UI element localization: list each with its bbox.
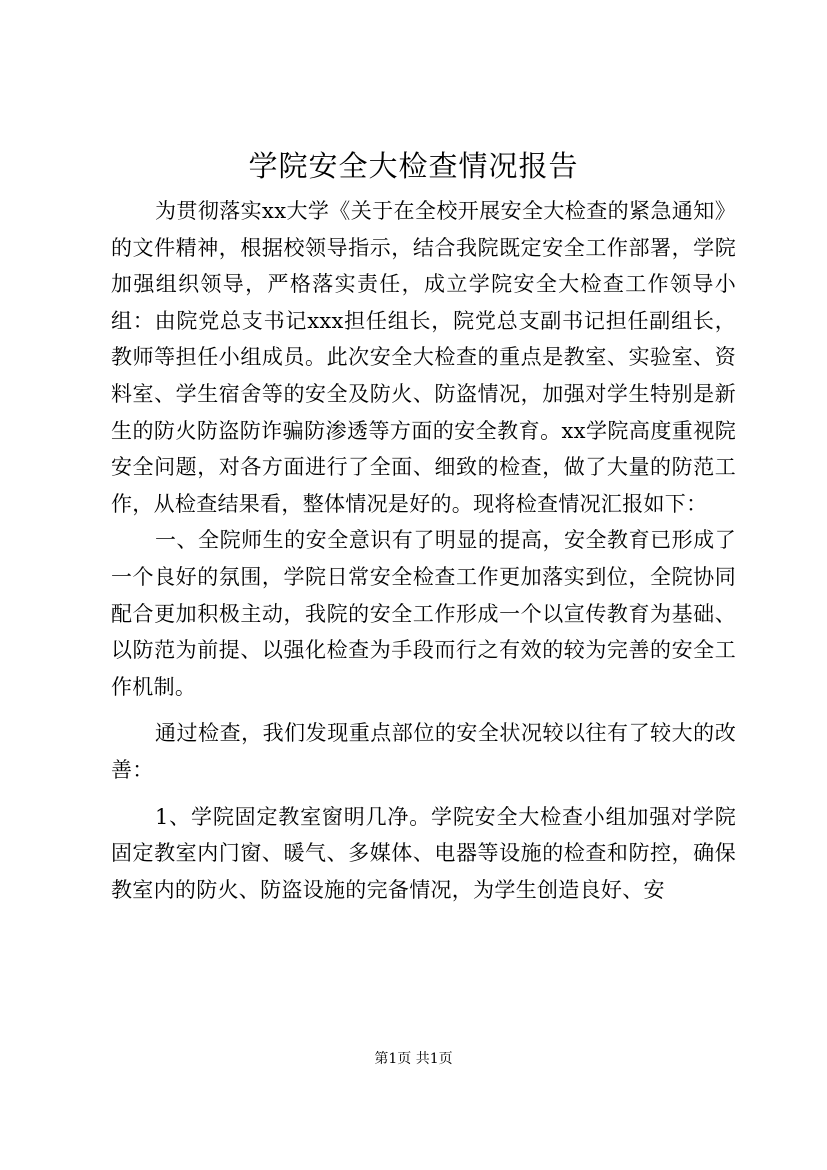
paragraph-intro: 为贯彻落实xx大学《关于在全校开展安全大检查的紧急通知》的文件精神，根据校领导指示，结合我院既定安全工作部署，学院加强组织领导，严格落实责任，成立学院安全大检查工作领导小组：由院党总支书记xxx担任组长，院党总支副书记担任副组长，教师等担任小组成员。此次安全大检查的重点是教室、实验室、资料室、学生宿舍等的安全及防火、防盗情况，加强对学生特别是新生的防火防盗防诈骗防渗透等方面的安全教育。xx学院高度重视院安全问题，对各方面进行了全面、细致的检查，做了大量的防范工作，从检查结果看，整体情况是好的。现将检查情况汇报如下： bbox=[111, 199, 736, 516]
document-title: 学院安全大检查情况报告 bbox=[248, 149, 579, 183]
paragraph-findings-intro: 通过检查，我们发现重点部位的安全状况较以往有了较大的改善： bbox=[111, 721, 736, 782]
document-body bbox=[111, 193, 736, 908]
paragraph-section-one: 一、全院师生的安全意识有了明显的提高，安全教育已形成了一个良好的氛围，学院日常安全检查工作更加落实到位，全院协同配合更加积极主动，我院的安全工作形成一个以宣传教育为基础、以防范为前提、以强化检查为手段而行之有效的较为完善的安全工作机制。 bbox=[111, 528, 736, 699]
page-footer: 第1页 共1页 bbox=[374, 1051, 453, 1067]
paragraph-item-one: 1、学院固定教室窗明几净。学院安全大检查小组加强对学院固定教室内门窗、暖气、多媒体、电器等设施的检查和防控，确保教室内的防火、防盗设施的完备情况，为学生创造良好、安 bbox=[111, 804, 736, 902]
